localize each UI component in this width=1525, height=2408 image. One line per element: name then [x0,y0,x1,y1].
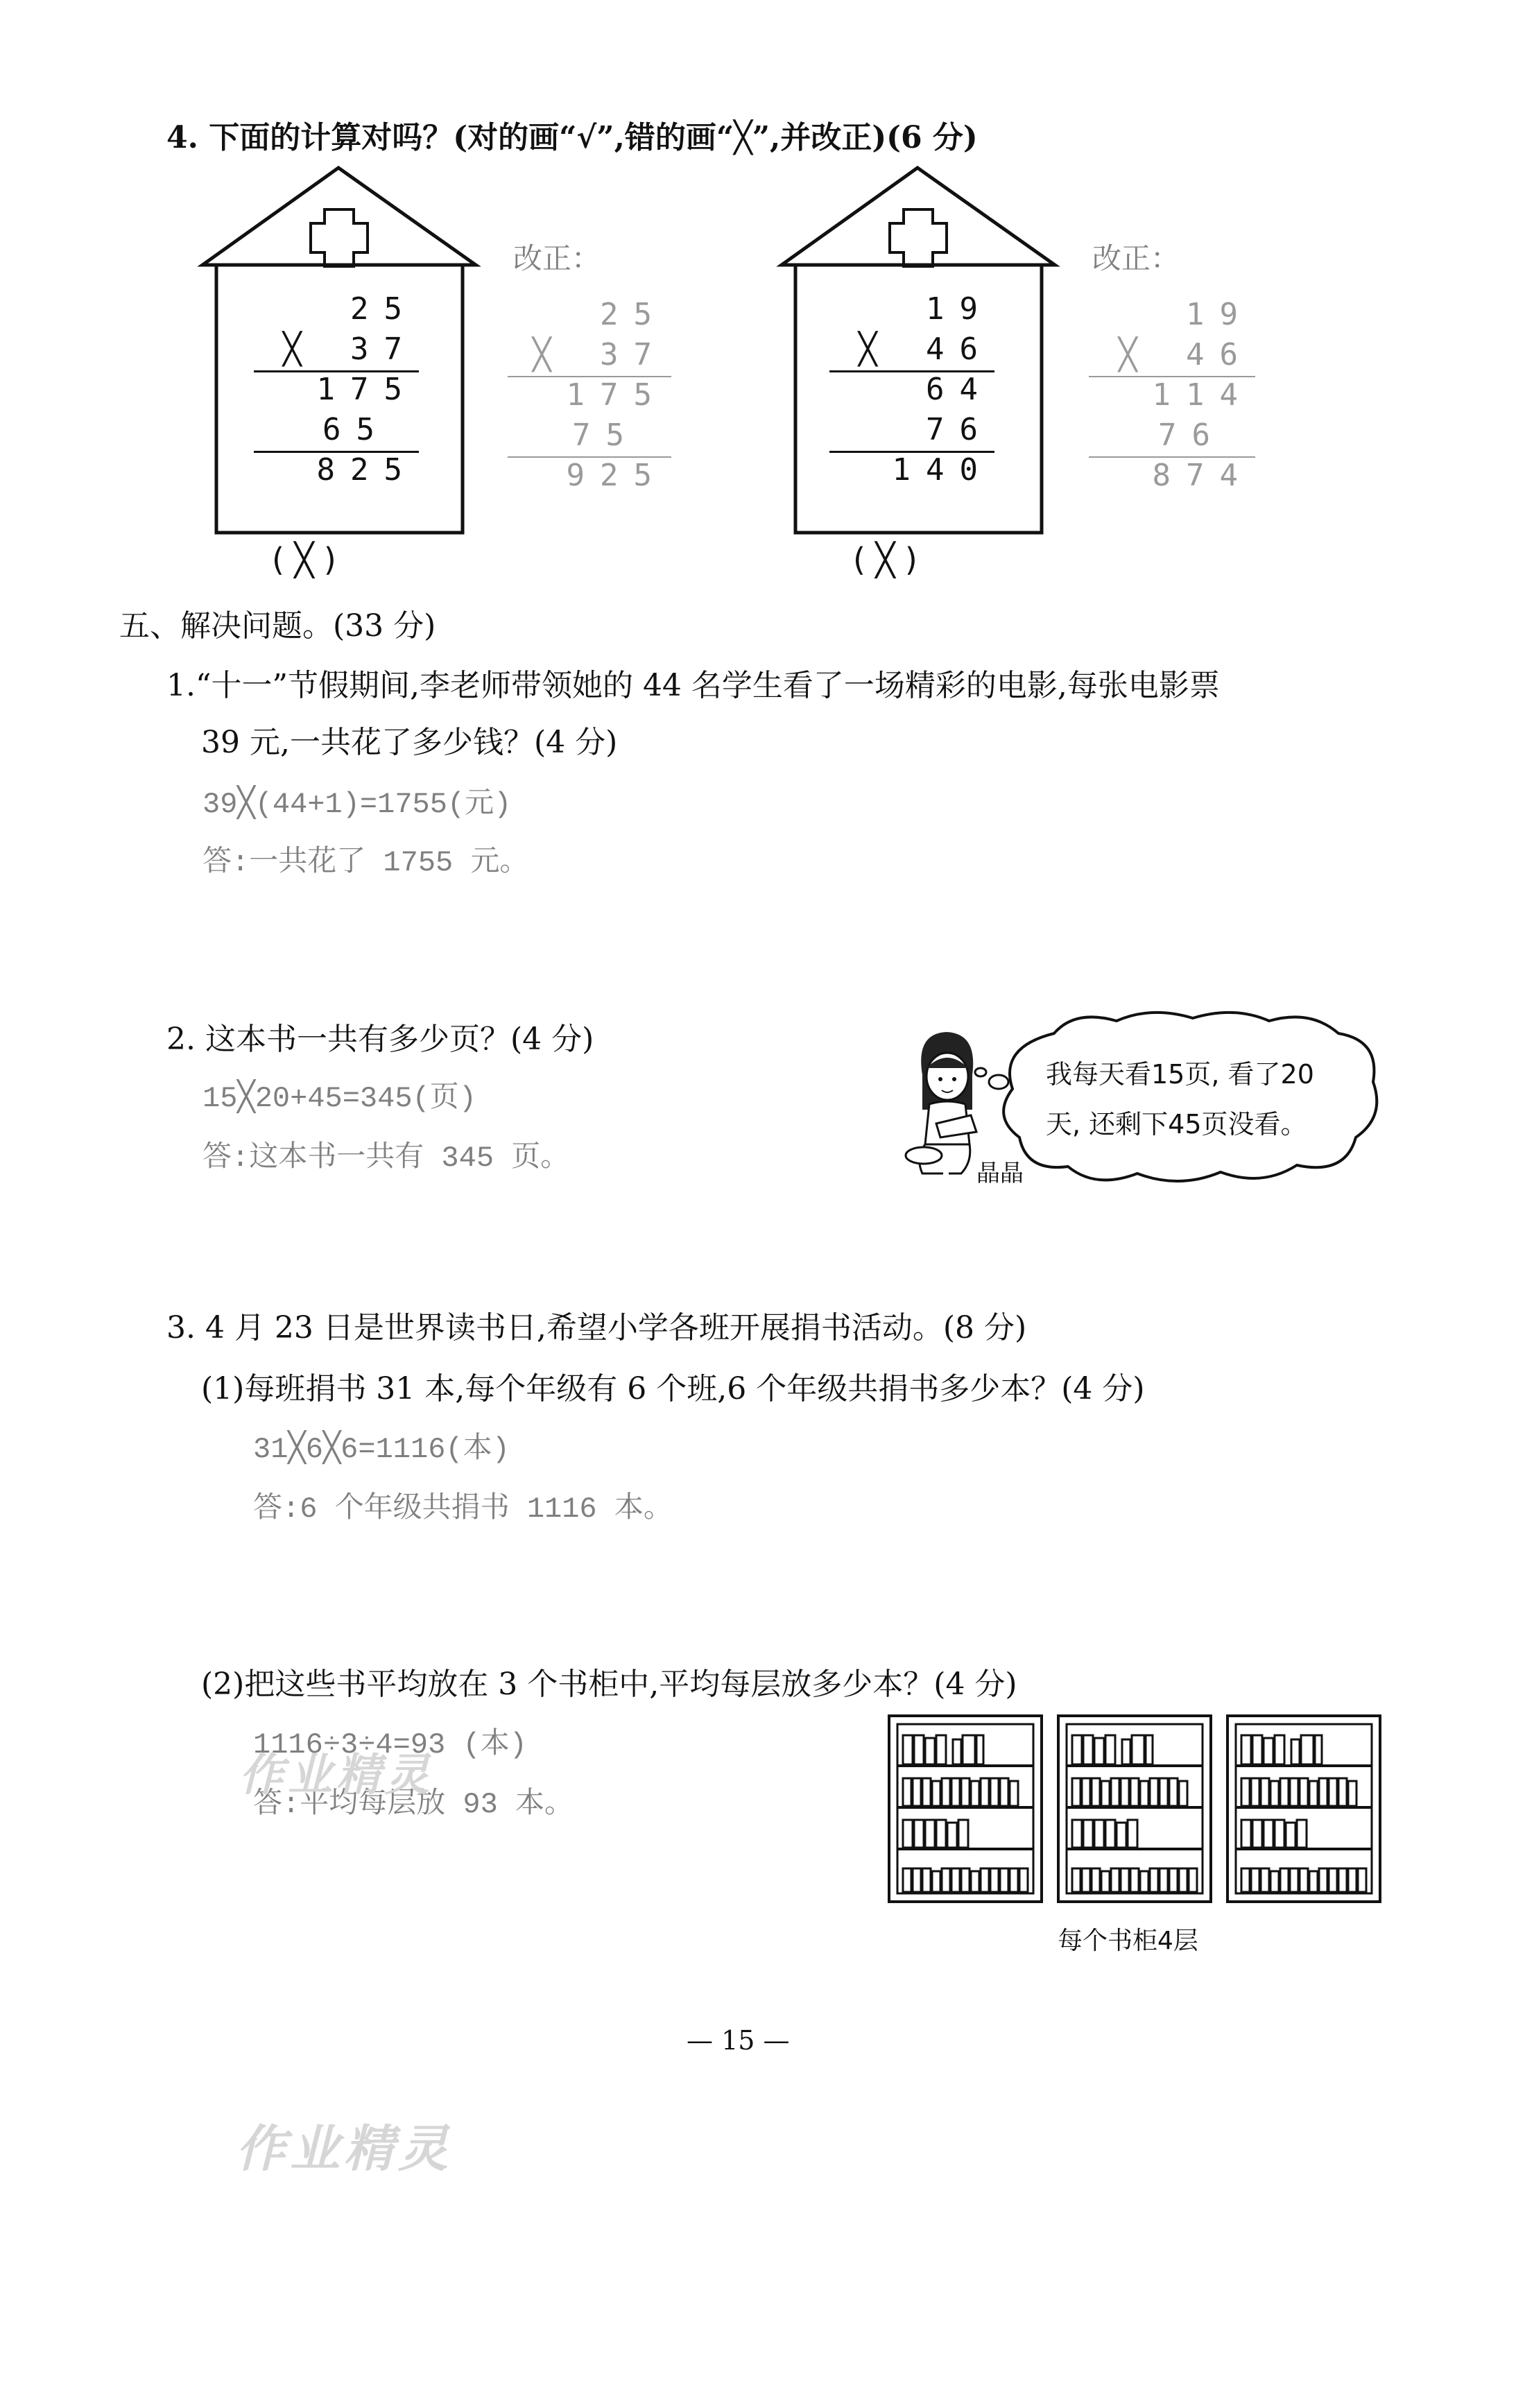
correction-1-row-1: 25 [600,297,667,332]
correction-2-row-3: 114 [1152,377,1253,413]
house-2-row-3: 64 [926,372,993,407]
correction-2-label: 改正： [1092,244,1180,277]
problem-3-sub-1-answer: 答:6 个年级共捐书 1116 本。 [253,1493,673,1526]
problem-3-title: 3. 4 月 23 日是世界读书日,希望小学各班开展捐书活动。(8 分) [166,1310,1027,1345]
house-1-row-5: 825 [316,452,417,488]
house-1-row-3: 175 [316,372,417,407]
watermark-bottom: 作业精灵 [236,2119,453,2178]
bubble-line-2: 天, 还剩下45页没看。 [1046,1109,1307,1140]
correction-1-row-4: 75 [572,418,639,453]
house-2-mark: ( ╳ ) [853,541,917,578]
correction-2-row-5: 874 [1152,458,1253,493]
correction-1-row-5: 925 [566,458,667,493]
house-2-row-5: 140 [892,452,993,488]
problem-2-answer: 答:这本书一共有 345 页。 [203,1142,570,1175]
problem-3-sub-1-question: (1)每班捐书 31 本,每个年级有 6 个班,6 个年级共捐书多少本？(4 分) [201,1371,1145,1407]
problem-1-work: 39╳(44+1)=1755(元) [203,788,512,821]
bookcase-icon [889,1716,1042,1902]
thought-bubble [971,1006,1387,1193]
page-number: — 15 — [687,2025,790,2056]
house-1-mark: ( ╳ ) [272,541,336,578]
problem-2-title: 2. 这本书一共有多少页？(4 分) [166,1022,594,1057]
correction-2-row-1: 19 [1186,297,1253,332]
problem-2-work: 15╳20+45=345(页) [203,1082,476,1115]
house-1-row-1: 25 [350,291,417,327]
bubble-line-1: 我每天看15页, 看了20 [1046,1059,1314,1090]
problem-1-line-1: 1.“十一”节假期间,李老师带领她的 44 名学生看了一场精彩的电影,每张电影票 [166,668,1220,703]
problem-3-sub-2-work: 1116÷3÷4=93 (本) [253,1728,527,1762]
girl-name: 晶晶 [976,1160,1024,1187]
problem-3-sub-1-work: 31╳6╳6=1116(本) [253,1433,510,1466]
house-2-row-2: ╳ 46 [859,332,993,367]
correction-2-row-4: 76 [1158,418,1225,453]
problem-1-answer: 答:一共花了 1755 元。 [203,846,529,879]
correction-1-row-3: 175 [566,377,667,413]
house-1-row-2: ╳ 37 [283,332,417,367]
correction-1-label: 改正： [513,244,601,277]
correction-2-row-2: ╳ 46 [1119,337,1253,372]
house-2-row-1: 19 [926,291,993,327]
cross-icon [890,209,947,266]
house-2-row-4: 76 [926,412,993,447]
cross-icon [311,209,368,266]
problem-3-sub-2-answer: 答:平均每层放 93 本。 [253,1788,574,1821]
problem-3-sub-2-question: (2)把这些书平均放在 3 个书柜中,平均每层放多少本？(4 分) [201,1667,1017,1702]
q4-title: 4. 下面的计算对吗？(对的画“√”,错的画“╳”,并改正)(6 分) [166,120,978,155]
correction-1-row-2: ╳ 37 [533,337,667,372]
section-5-title: 五、解决问题。(33 分) [119,608,436,644]
bookcases-illustration [888,1714,1387,1909]
problem-1-line-2: 39 元,一共花了多少钱？(4 分) [201,725,618,760]
house-1-row-4: 65 [322,412,390,447]
bookcase-caption: 每个书柜4层 [1058,1927,1198,1955]
watermark-mid: 作业精灵 [239,1750,433,1801]
